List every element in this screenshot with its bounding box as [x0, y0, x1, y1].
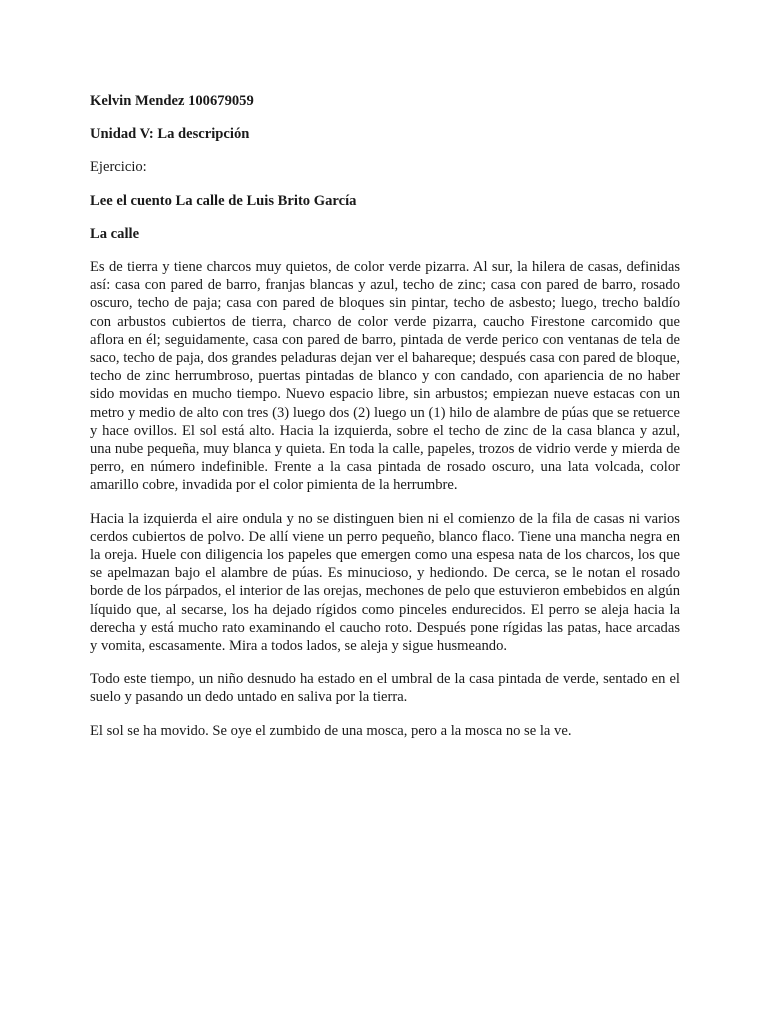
story-paragraph: Es de tierra y tiene charcos muy quietos, de color verde pizarra. Al sur, la hilera de casas, definidas así: casa con pared de barro, franjas blancas y azul, techo de zinc; casa con pared de barro, rosado oscuro, techo de paja; casa con pared de bloques sin pintar, techo de asbesto; luego, trecho baldío con arbustos cubiertos de tierra, charco de color verde pizarra, caucho Firestone carcomido que aflora en él; seguidamente, casa con pared de barro, pintada de verde perico con ventanas de tela de saco, techo de paja, dos grandes peladuras dejan ver el bahareque; después casa con pared de bloque, techo de zinc herrumbroso, puertas pintadas de blanco y con candado, con apariencia de no haber sido movidas en mucho tiempo. Nuevo espacio libre, sin arbustos; empiezan nueve estacas con un metro y medio de alto con tres (3) luego dos (2) luego un (1) hilo de alambre de púas que se retuerce y hace ovillos. El sol está alto. Hacia la izquierda, sobre el techo de zinc de la casa blanca y azul, una nube pequeña, muy blanca y quieta. En toda la calle, papeles, trozos de vidrio verde y mierda de perro, en número indefinible. Frente a la casa pintada de rosado oscuro, una lata volcada, color amarillo cobre, invadida por el color pimienta de la herrumbre. [90, 259, 680, 494]
instruction-line: Lee el cuento La calle de Luis Brito García [90, 192, 357, 209]
story-body [90, 258, 680, 740]
story-title: La calle [90, 225, 140, 242]
story-paragraph: El sol se ha movido. Se oye el zumbido de una mosca, pero a la mosca no se la ve. [90, 722, 572, 739]
unit-heading: Unidad V: La descripción [90, 126, 250, 143]
exercise-label: Ejercicio: [90, 159, 147, 176]
story-paragraph: Hacia la izquierda el aire ondula y no se distinguen bien ni el comienzo de la fila de casas ni varios cerdos cubiertos de polvo. De allí viene un perro pequeño, blanco flaco. Tiene una mancha negra en la oreja. Huele con diligencia los papeles que emergen como una espesa nata de los charcos, los que se apelmazan bajo el alambre de púas. Es minucioso, y hediondo. De cerca, se le notan el rosado borde de los párpados, el interior de las orejas, mechones de pelo que estuvieron embebidos en algún líquido que, al secarse, los ha dejado rígidos como pinceles endurecidos. El perro se aleja hacia la derecha y está mucho rato examinando el caucho roto. Después pone rígidas las patas, hace arcadas y vomita, escasamente. Mira a todos lados, se aleja y sigue husmeando. [90, 510, 680, 655]
story-paragraph: Todo este tiempo, un niño desnudo ha estado en el umbral de la casa pintada de verde, sentado en el suelo y pasando un dedo untado en saliva por la tierra. [90, 671, 680, 706]
document-page [90, 92, 680, 740]
author-line: Kelvin Mendez 100679059 [90, 93, 254, 109]
